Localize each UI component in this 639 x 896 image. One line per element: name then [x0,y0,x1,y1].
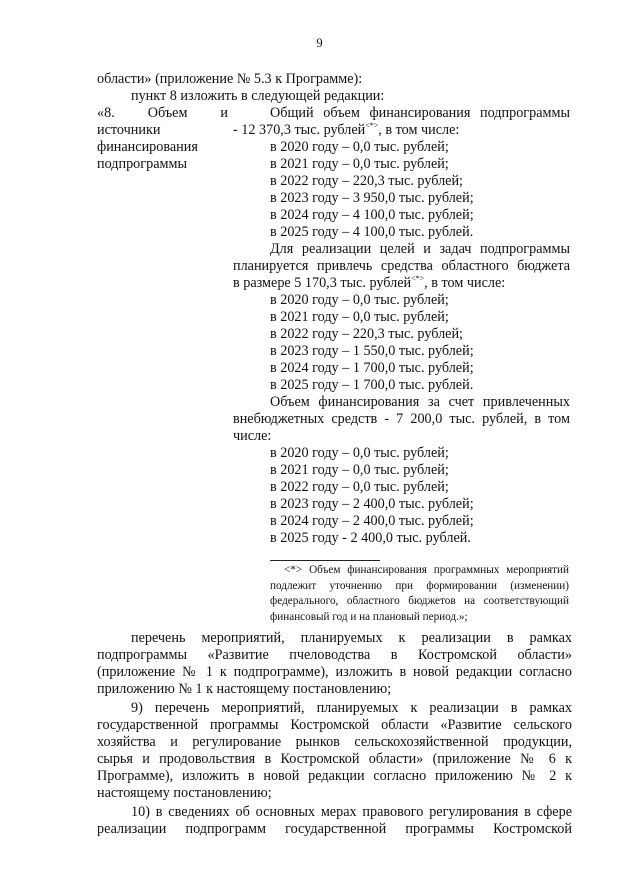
footnote-line-1: <*> Объем финансирования программных мероприятий [284,564,569,576]
intro-line-2: пункт 8 изложить в следующей редакции: [131,88,385,104]
para10-line-2: реализации подпрограмм государственной программы Костромской [97,821,572,837]
regional-year-2021: в 2021 году – 0,0 тыс. рублей; [270,309,449,325]
para9-line-6: настоящему постановлению; [97,785,272,801]
extra-year-2024: в 2024 году – 2 400,0 тыс. рублей; [270,513,474,529]
footnote-mark: <*> [365,121,379,130]
regional-amount-text: в размере 5 170,3 тыс. рублей [233,275,412,291]
total-line-1: Общий объем финансирования подпрограммы [270,105,570,121]
intro-line-1: области» (приложение № 5.3 к Программе): [97,71,363,87]
para1-line-4: приложению № 1 к настоящему постановлению; [97,681,392,697]
para9-line-1: 9) перечень мероприятий, планируемых к реализации в рамках [131,700,572,716]
total-line-2-tail: , в том числе: [378,122,460,138]
footnote-line-3: федерального, областного бюджетов на соответствующий [270,595,569,607]
footnote-divider [270,560,380,561]
regional-line-1: Для реализации целей и задач подпрограммы [270,241,570,257]
page-number: 9 [316,36,323,50]
total-year-2020: в 2020 году – 0,0 тыс. рублей; [270,139,449,155]
regional-year-2024: в 2024 году – 1 700,0 тыс. рублей; [270,360,474,376]
para9-line-2: государственной программы Костромской области «Развитие сельского [97,717,572,733]
para1-line-2: подпрограммы «Развитие пчеловодства в Костромской области» [97,647,572,663]
regional-year-2022: в 2022 году – 220,3 тыс. рублей; [270,326,463,342]
regional-year-2020: в 2020 году – 0,0 тыс. рублей; [270,292,449,308]
extra-year-2021: в 2021 году – 0,0 тыс. рублей; [270,462,449,478]
footnote-line-2: подлежит уточнению при формировании (изменении) [270,579,569,592]
extra-line-3: числе: [233,428,272,444]
extra-year-2022: в 2022 году – 0,0 тыс. рублей; [270,479,449,495]
regional-line-2: планируется привлечь средства областного бюджета [233,258,570,274]
para1-line-1: перечень мероприятий, планируемых к реализации в рамках [131,630,572,646]
total-year-2021: в 2021 году – 0,0 тыс. рублей; [270,156,449,172]
total-year-2022: в 2022 году – 220,3 тыс. рублей; [270,173,463,189]
extra-line-2: внебюджетных средств - 7 200,0 тыс. рублей, в том [233,411,570,427]
para9-line-4: сырья и продовольствия в Костромской области» (приложение № 6 к [97,751,572,767]
extra-line-1: Объем финансирования за счет привлеченных [270,394,570,410]
footnote [270,563,569,625]
regional-year-2025: в 2025 году – 1 700,0 тыс. рублей. [270,377,474,393]
extra-year-2020: в 2020 году – 0,0 тыс. рублей; [270,445,449,461]
regional-line-3 [233,275,505,292]
footnote-mark: <*> [411,274,425,283]
extra-year-2025: в 2025 году - 2 400,0 тыс. рублей. [270,530,471,546]
para9-line-5: Программе), изложить в новой редакции согласно приложению № 2 к [97,768,572,784]
footnote-line-4: финансовый год и на плановый период.»; [270,610,468,623]
row-label-rest: источники финансирования подпрограммы [97,122,198,172]
total-year-2025: в 2025 году – 4 100,0 тыс. рублей. [270,224,474,240]
total-amount-text: - 12 370,3 тыс. рублей [233,122,366,138]
regional-line-3-tail: , в том числе: [424,275,506,291]
total-year-2023: в 2023 году – 3 950,0 тыс. рублей; [270,190,474,206]
row-label-first: «8. Объем и [97,105,228,121]
regional-year-2023: в 2023 году – 1 550,0 тыс. рублей; [270,343,474,359]
para1-line-3: (приложение № 1 к подпрограмме), изложить в новой редакции согласно [97,664,572,680]
row-label [97,105,228,173]
para10-line-1: 10) в сведениях об основных мерах правового регулирования в сфере [131,804,572,820]
para9-line-3: хозяйства и регулирование рынков сельскохозяйственной продукции, [97,734,572,750]
total-year-2024: в 2024 году – 4 100,0 тыс. рублей; [270,207,474,223]
total-line-2 [233,122,459,139]
extra-year-2023: в 2023 году – 2 400,0 тыс. рублей; [270,496,474,512]
